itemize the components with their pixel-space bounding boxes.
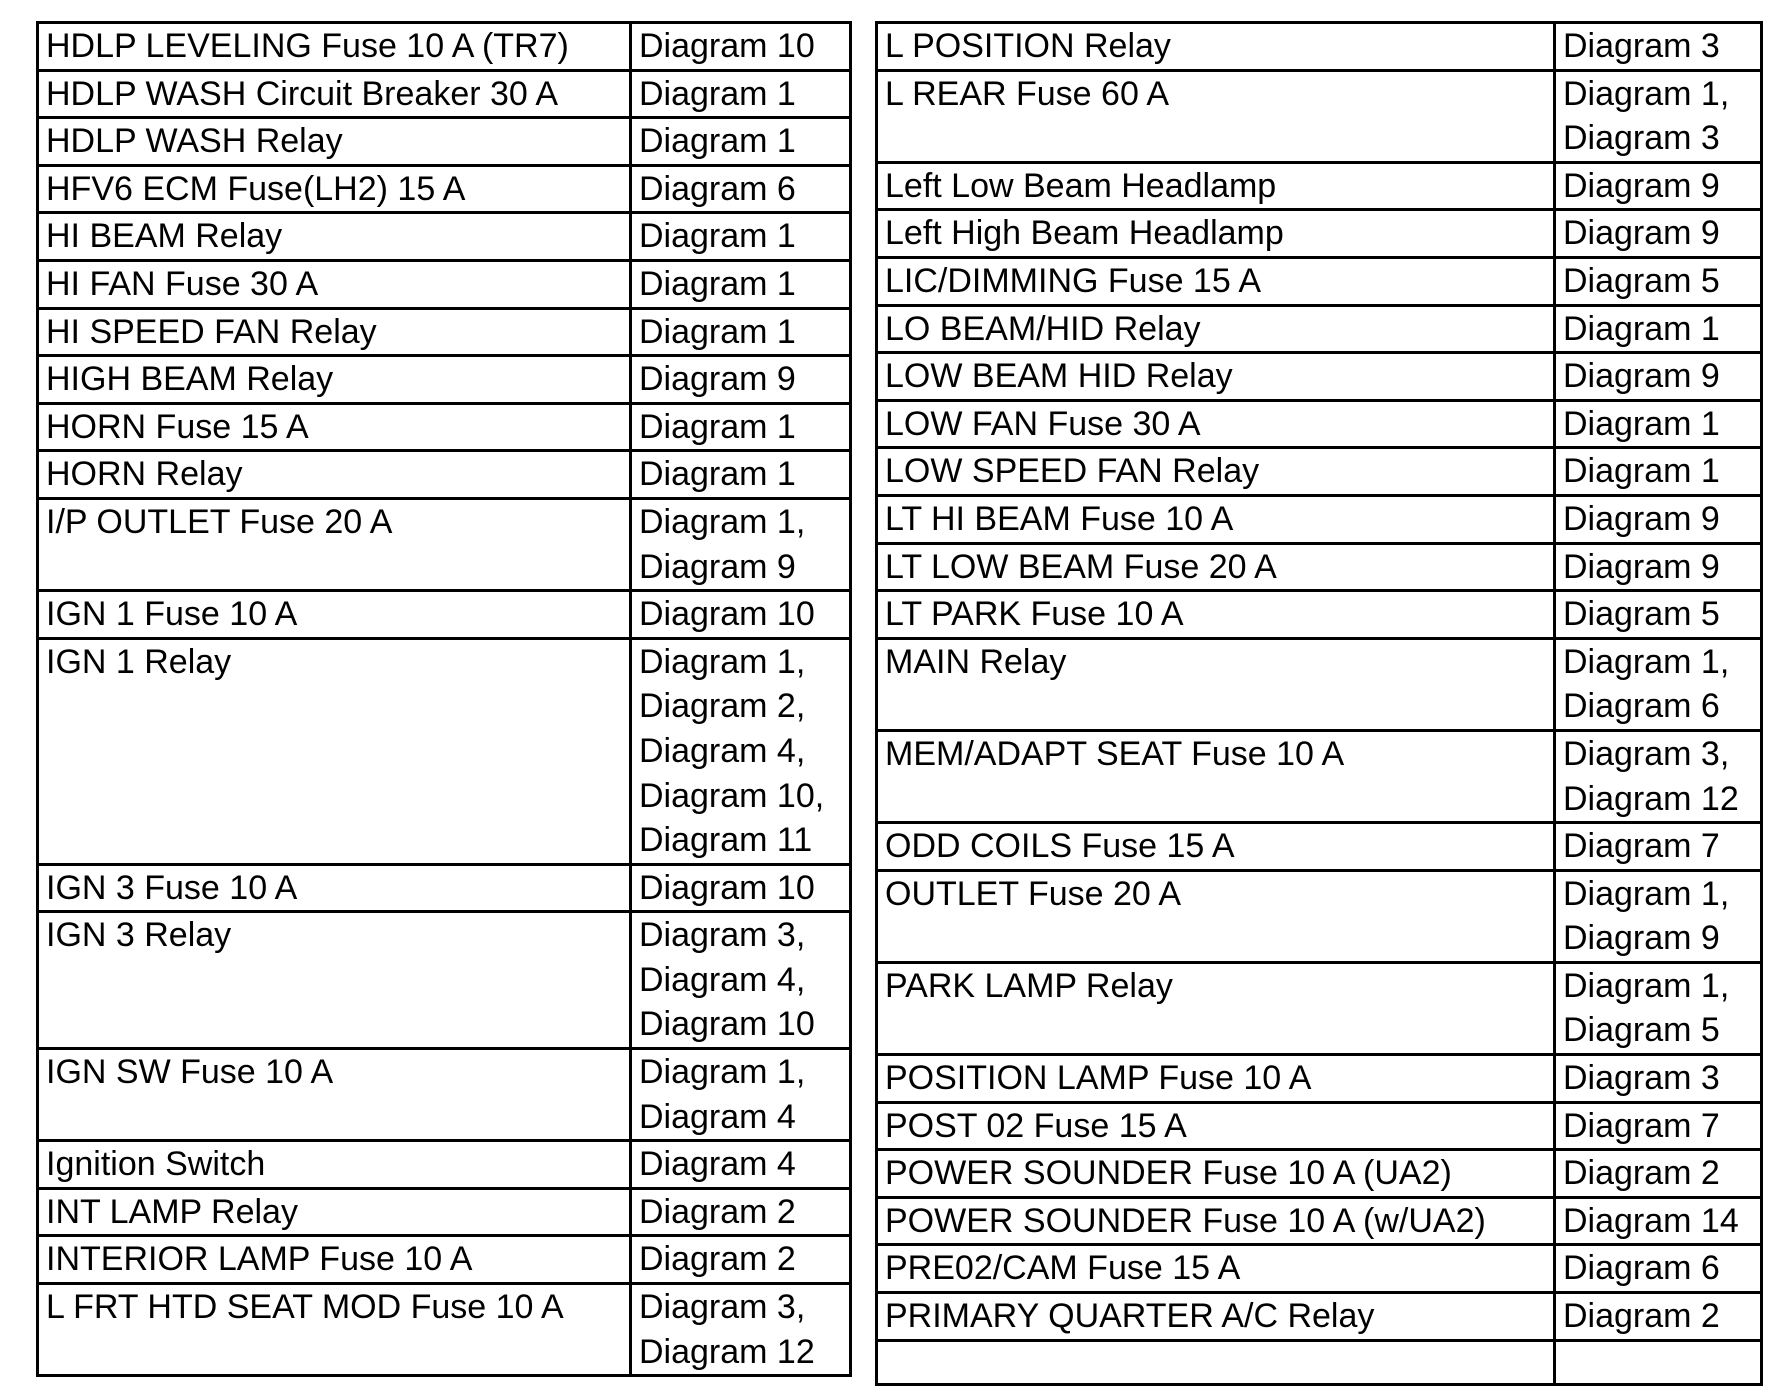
table-row: [877, 1293, 1762, 1341]
diagram-reference-cell: [1555, 730, 1762, 822]
component-name-cell: POSITION LAMP Fuse 10 A: [877, 1055, 1555, 1103]
component-name-cell: MAIN Relay: [877, 638, 1555, 730]
table-row: [38, 1284, 851, 1376]
diagram-reference: Diagram 1: [639, 74, 796, 113]
diagram-reference: Diagram 11: [639, 821, 813, 860]
table-row: [877, 1055, 1762, 1103]
diagram-reference-cell: [631, 1284, 851, 1376]
table-row: [877, 23, 1762, 71]
table-row: [877, 962, 1762, 1054]
component-name-cell: OUTLET Fuse 20 A: [877, 870, 1555, 962]
table-row: [38, 118, 851, 166]
diagram-reference-cell: [631, 864, 851, 912]
diagram-reference: Diagram 2: [1563, 1154, 1720, 1193]
table-row: [38, 1188, 851, 1236]
diagram-reference: Diagram 5: [1563, 1011, 1720, 1050]
diagram-reference-cell: [1555, 1150, 1762, 1198]
diagram-reference: Diagram 1: [639, 312, 796, 351]
diagram-reference: Diagram 12: [1563, 779, 1739, 818]
diagram-reference-cell: [1555, 305, 1762, 353]
component-name-cell: HI BEAM Relay: [38, 213, 631, 261]
table-row: [877, 1197, 1762, 1245]
diagram-reference: Diagram 1,: [639, 1053, 806, 1092]
diagram-reference-cell: [1555, 400, 1762, 448]
diagram-reference: Diagram 2,: [639, 687, 806, 726]
component-name-cell: LO BEAM/HID Relay: [877, 305, 1555, 353]
diagram-reference: Diagram 10: [639, 27, 815, 65]
diagram-reference-cell: [1555, 1197, 1762, 1245]
table-row: [877, 305, 1762, 353]
component-name-cell: Ignition Switch: [38, 1141, 631, 1189]
component-name-cell: HORN Relay: [38, 451, 631, 499]
diagram-reference: Diagram 1: [639, 122, 796, 161]
component-index-table-left: [36, 21, 852, 1377]
component-name-cell: LOW SPEED FAN Relay: [877, 448, 1555, 496]
table-row: [38, 356, 851, 404]
diagram-reference-cell: [1555, 1055, 1762, 1103]
table-row: [38, 591, 851, 639]
table-row: [877, 210, 1762, 258]
diagram-reference-cell: [1555, 823, 1762, 871]
diagram-reference-cell: [1555, 1293, 1762, 1341]
diagram-reference: Diagram 3: [1563, 119, 1720, 158]
diagram-reference-cell: [1555, 448, 1762, 496]
table-row: [38, 70, 851, 118]
diagram-reference: Diagram 10: [639, 1005, 815, 1044]
diagram-reference-cell: [631, 23, 851, 71]
table-row: [38, 864, 851, 912]
diagram-reference: Diagram 1,: [1563, 642, 1730, 681]
diagram-reference-cell: [631, 1049, 851, 1141]
diagram-reference: Diagram 1: [1563, 309, 1720, 348]
component-name-cell: POST 02 Fuse 15 A: [877, 1102, 1555, 1150]
component-name-cell: POWER SOUNDER Fuse 10 A (w/UA2): [877, 1197, 1555, 1245]
component-name-cell: INTERIOR LAMP Fuse 10 A: [38, 1236, 631, 1284]
diagram-reference-cell: [1555, 1245, 1762, 1293]
diagram-reference: Diagram 2: [639, 1192, 796, 1231]
diagram-reference: Diagram 1: [1563, 404, 1720, 443]
table-row: [38, 260, 851, 308]
diagram-reference: Diagram 1: [639, 217, 796, 256]
component-name-cell: IGN 3 Fuse 10 A: [38, 864, 631, 912]
diagram-reference: Diagram 6: [639, 169, 796, 208]
diagram-reference: Diagram 9: [1563, 919, 1720, 958]
component-name-cell: INT LAMP Relay: [38, 1188, 631, 1236]
diagram-reference: Diagram 6: [1563, 687, 1720, 726]
diagram-reference: Diagram 9: [1563, 499, 1720, 538]
diagram-reference: Diagram 1,: [1563, 874, 1730, 913]
component-name-cell: HORN Fuse 15 A: [38, 403, 631, 451]
diagram-reference: Diagram 9: [639, 547, 796, 586]
diagram-reference: Diagram 9: [1563, 357, 1720, 396]
table-row: [38, 451, 851, 499]
diagram-reference-cell: [1555, 23, 1762, 71]
table-row: [38, 165, 851, 213]
diagram-reference-cell: [631, 638, 851, 864]
table-row: [877, 638, 1762, 730]
component-name-cell: IGN 1 Fuse 10 A: [38, 591, 631, 639]
table-row: [877, 730, 1762, 822]
table-row: [38, 498, 851, 590]
table-row: [38, 1141, 851, 1189]
diagram-reference: Diagram 3: [1563, 27, 1720, 65]
table-row: [38, 1049, 851, 1141]
component-name-cell: POWER SOUNDER Fuse 10 A (UA2): [877, 1150, 1555, 1198]
diagram-reference: Diagram 3,: [639, 916, 806, 955]
diagram-reference: Diagram 10: [639, 595, 815, 634]
diagram-reference-cell: [631, 356, 851, 404]
table-row: [877, 70, 1762, 162]
diagram-reference: Diagram 7: [1563, 1106, 1720, 1145]
diagram-reference: Diagram 7: [1563, 827, 1720, 866]
table-row: [877, 591, 1762, 639]
component-name-cell: PRE02/CAM Fuse 15 A: [877, 1245, 1555, 1293]
component-name-cell: L REAR Fuse 60 A: [877, 70, 1555, 162]
component-name-cell: PRIMARY QUARTER A/C Relay: [877, 1293, 1555, 1341]
diagram-reference-cell: [631, 1188, 851, 1236]
table-row: [877, 353, 1762, 401]
diagram-reference-cell: [631, 70, 851, 118]
component-name-cell: LIC/DIMMING Fuse 15 A: [877, 257, 1555, 305]
diagram-reference-cell: [631, 1141, 851, 1189]
diagram-reference: Diagram 9: [639, 360, 796, 399]
diagram-reference: Diagram 3,: [1563, 734, 1730, 773]
component-name-cell: [877, 1340, 1555, 1385]
table-row: [38, 213, 851, 261]
table-row: [877, 1102, 1762, 1150]
diagram-reference-cell: [631, 591, 851, 639]
component-name-cell: HDLP LEVELING Fuse 10 A (TR7): [38, 23, 631, 71]
diagram-reference: Diagram 2: [1563, 1297, 1720, 1336]
table-row: [38, 638, 851, 864]
component-name-cell: LT LOW BEAM Fuse 20 A: [877, 543, 1555, 591]
component-name-cell: L FRT HTD SEAT MOD Fuse 10 A: [38, 1284, 631, 1376]
diagram-reference-cell: [1555, 870, 1762, 962]
table-row: [38, 1236, 851, 1284]
diagram-reference: Diagram 9: [1563, 166, 1720, 205]
table-row: [38, 308, 851, 356]
component-name-cell: ODD COILS Fuse 15 A: [877, 823, 1555, 871]
table-row: [877, 1150, 1762, 1198]
diagram-reference: Diagram 12: [639, 1332, 815, 1371]
diagram-reference: Diagram 4,: [639, 731, 806, 770]
diagram-reference: Diagram 4: [639, 1145, 796, 1184]
diagram-reference-cell: [1555, 257, 1762, 305]
diagram-reference: Diagram 10: [639, 868, 815, 907]
diagram-reference: Diagram 1,: [639, 642, 806, 681]
table-row: [877, 400, 1762, 448]
table-row: [38, 23, 851, 71]
diagram-reference-cell: [1555, 1102, 1762, 1150]
diagram-reference-cell: [1555, 353, 1762, 401]
table-row: [38, 912, 851, 1049]
diagram-reference-cell: [1555, 70, 1762, 162]
diagram-reference-cell: [1555, 962, 1762, 1054]
component-name-cell: Left Low Beam Headlamp: [877, 162, 1555, 210]
table-row: [877, 1245, 1762, 1293]
diagram-reference: Diagram 1: [639, 264, 796, 303]
diagram-reference: Diagram 6: [1563, 1249, 1720, 1288]
diagram-reference-cell: [1555, 638, 1762, 730]
diagram-reference: Diagram 1: [1563, 452, 1720, 491]
table-row: [877, 1340, 1762, 1385]
diagram-reference-cell: [631, 165, 851, 213]
diagram-reference: Diagram 1,: [639, 502, 806, 541]
diagram-reference-cell: [631, 213, 851, 261]
component-name-cell: HI SPEED FAN Relay: [38, 308, 631, 356]
diagram-reference: Diagram 14: [1563, 1201, 1739, 1240]
diagram-reference: Diagram 1,: [1563, 74, 1730, 113]
table-row: [877, 257, 1762, 305]
diagram-reference: Diagram 1: [639, 455, 796, 494]
table-row: [38, 403, 851, 451]
diagram-reference-cell: [1555, 1340, 1762, 1385]
diagram-reference-cell: [631, 308, 851, 356]
diagram-reference-cell: [631, 912, 851, 1049]
table-row: [877, 543, 1762, 591]
component-name-cell: HDLP WASH Circuit Breaker 30 A: [38, 70, 631, 118]
table-left-body: [38, 23, 851, 1376]
diagram-reference-cell: [1555, 210, 1762, 258]
table-right-body: [877, 23, 1762, 1385]
component-name-cell: LT HI BEAM Fuse 10 A: [877, 495, 1555, 543]
diagram-reference: Diagram 4,: [639, 960, 806, 999]
table-row: [877, 495, 1762, 543]
component-name-cell: HDLP WASH Relay: [38, 118, 631, 166]
table-row: [877, 448, 1762, 496]
diagram-reference: Diagram 9: [1563, 214, 1720, 253]
diagram-reference-cell: [631, 118, 851, 166]
diagram-reference-cell: [631, 403, 851, 451]
diagram-reference: Diagram 3: [1563, 1059, 1720, 1098]
component-name-cell: LOW BEAM HID Relay: [877, 353, 1555, 401]
diagram-reference-cell: [1555, 162, 1762, 210]
component-name-cell: LOW FAN Fuse 30 A: [877, 400, 1555, 448]
diagram-reference: Diagram 1: [639, 407, 796, 446]
component-index-table-right: [875, 21, 1763, 1386]
diagram-reference-cell: [631, 498, 851, 590]
diagram-reference: Diagram 10,: [639, 776, 825, 815]
component-name-cell: IGN 3 Relay: [38, 912, 631, 1049]
component-name-cell: I/P OUTLET Fuse 20 A: [38, 498, 631, 590]
diagram-reference: Diagram 1,: [1563, 966, 1730, 1005]
component-name-cell: Left High Beam Headlamp: [877, 210, 1555, 258]
component-name-cell: LT PARK Fuse 10 A: [877, 591, 1555, 639]
table-row: [877, 870, 1762, 962]
component-name-cell: IGN 1 Relay: [38, 638, 631, 864]
diagram-reference: Diagram 9: [1563, 547, 1720, 586]
diagram-reference: Diagram 2: [639, 1240, 796, 1279]
diagram-reference: Diagram 5: [1563, 261, 1720, 300]
diagram-reference: Diagram 3,: [639, 1288, 806, 1327]
diagram-reference-cell: [631, 1236, 851, 1284]
component-name-cell: HIGH BEAM Relay: [38, 356, 631, 404]
component-name-cell: PARK LAMP Relay: [877, 962, 1555, 1054]
diagram-reference: Diagram 4: [639, 1097, 796, 1136]
component-name-cell: IGN SW Fuse 10 A: [38, 1049, 631, 1141]
diagram-reference-cell: [631, 260, 851, 308]
table-row: [877, 823, 1762, 871]
diagram-reference-cell: [1555, 495, 1762, 543]
diagram-reference: Diagram 5: [1563, 595, 1720, 634]
component-name-cell: L POSITION Relay: [877, 23, 1555, 71]
diagram-reference-cell: [631, 451, 851, 499]
component-name-cell: HI FAN Fuse 30 A: [38, 260, 631, 308]
diagram-reference-cell: [1555, 591, 1762, 639]
diagram-reference-cell: [1555, 543, 1762, 591]
component-name-cell: MEM/ADAPT SEAT Fuse 10 A: [877, 730, 1555, 822]
component-name-cell: HFV6 ECM Fuse(LH2) 15 A: [38, 165, 631, 213]
table-row: [877, 162, 1762, 210]
